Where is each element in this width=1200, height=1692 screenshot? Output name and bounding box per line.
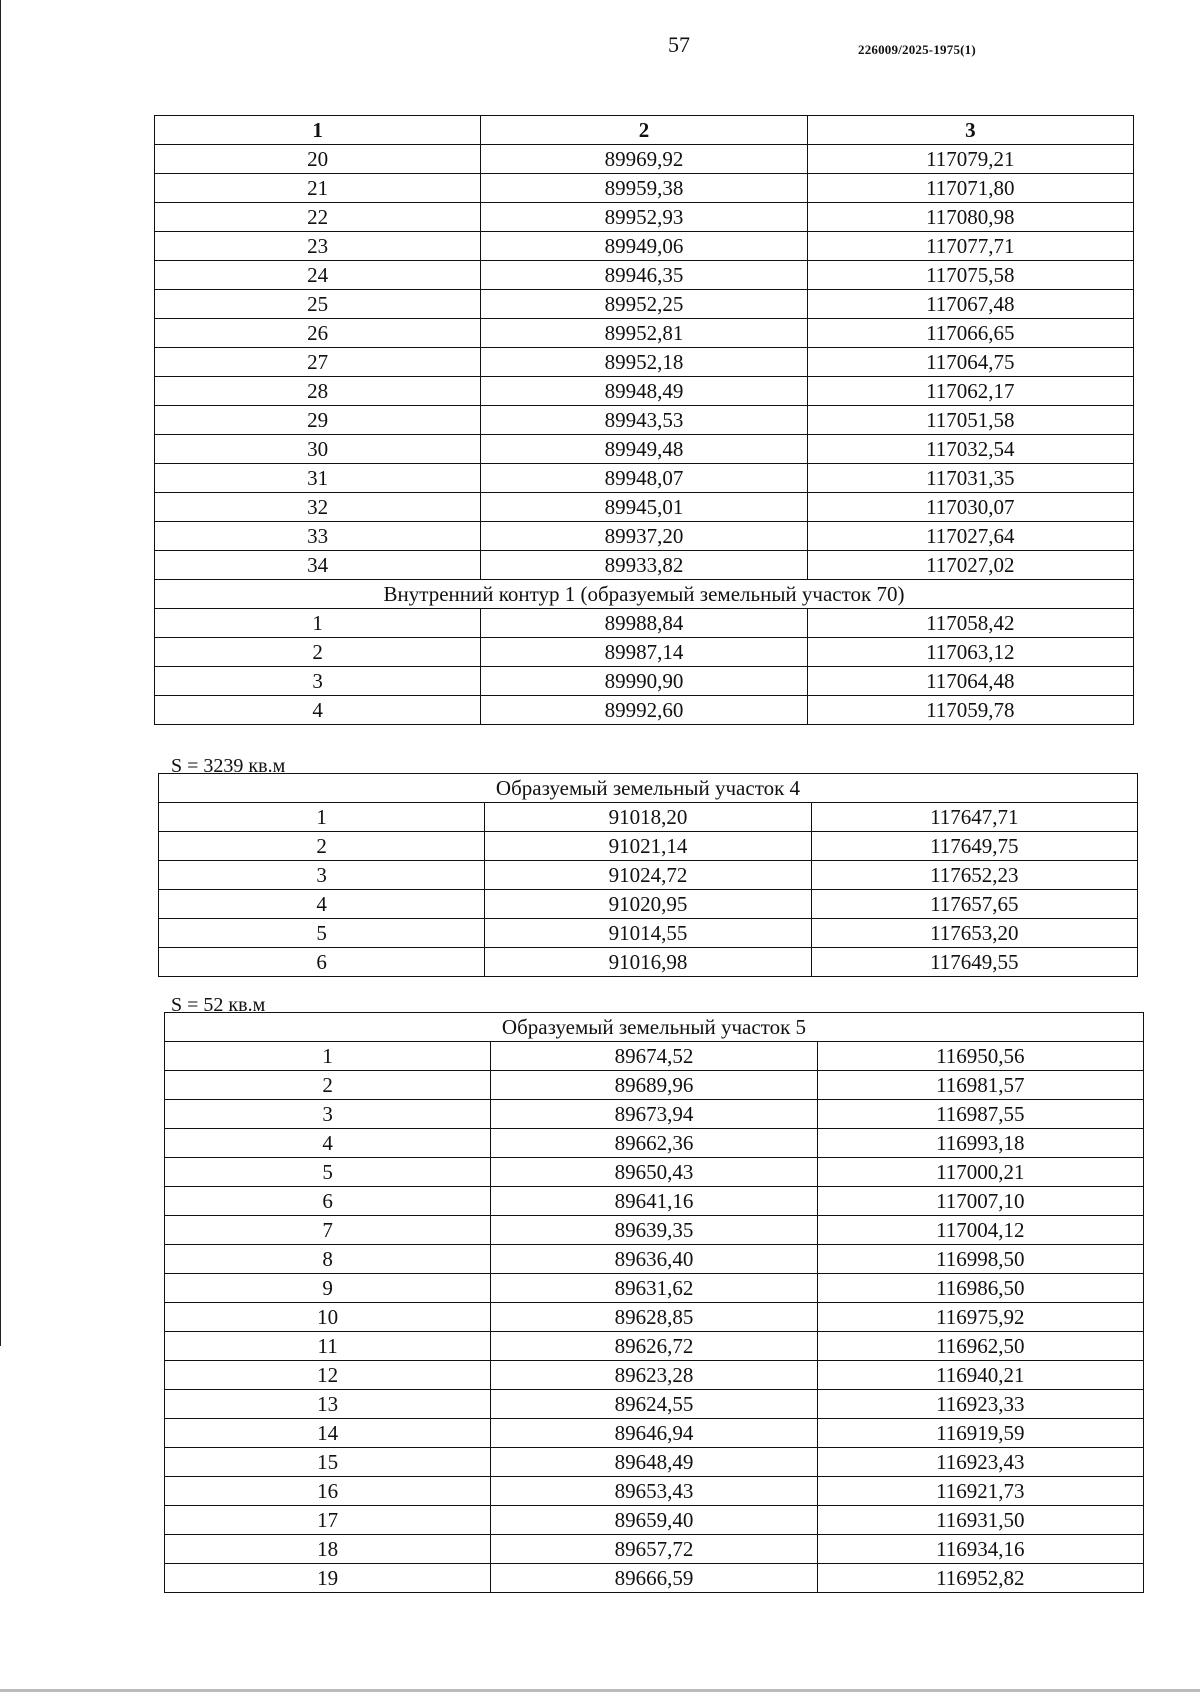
y-coordinate-cell: 116975,92: [817, 1303, 1143, 1332]
x-coordinate-cell: 89673,94: [491, 1100, 817, 1129]
table-row: [165, 1216, 1144, 1245]
y-coordinate-cell: 116923,43: [817, 1448, 1143, 1477]
table-header-row: [155, 116, 1134, 145]
table-row: [165, 1100, 1144, 1129]
point-number-cell: 3: [155, 667, 481, 696]
y-coordinate-cell: 117063,12: [807, 638, 1133, 667]
y-coordinate-cell: 116952,82: [817, 1564, 1143, 1593]
point-number-cell: 15: [165, 1448, 491, 1477]
y-coordinate-cell: 116950,56: [817, 1042, 1143, 1071]
table-row: [155, 551, 1134, 580]
y-coordinate-cell: 117071,80: [807, 174, 1133, 203]
y-coordinate-cell: 116934,16: [817, 1535, 1143, 1564]
table-row: [155, 290, 1134, 319]
table-row: [155, 493, 1134, 522]
x-coordinate-cell: 89666,59: [491, 1564, 817, 1593]
point-number-cell: 4: [159, 890, 485, 919]
table-row: [159, 890, 1138, 919]
x-coordinate-cell: 89646,94: [491, 1419, 817, 1448]
point-number-cell: 27: [155, 348, 481, 377]
point-number-cell: 7: [165, 1216, 491, 1245]
y-coordinate-cell: 116940,21: [817, 1361, 1143, 1390]
point-number-cell: 32: [155, 493, 481, 522]
table-row: [165, 1448, 1144, 1477]
point-number-cell: 6: [159, 948, 485, 977]
y-coordinate-cell: 117075,58: [807, 261, 1133, 290]
point-number-cell: 12: [165, 1361, 491, 1390]
table-row: [165, 1419, 1144, 1448]
y-coordinate-cell: 116986,50: [817, 1274, 1143, 1303]
table-row: [155, 203, 1134, 232]
table-row: [165, 1274, 1144, 1303]
document-id: 226009/2025-1975(1): [858, 42, 976, 57]
y-coordinate-cell: 117064,48: [807, 667, 1133, 696]
y-coordinate-cell: 117027,02: [807, 551, 1133, 580]
point-number-cell: 2: [159, 832, 485, 861]
point-number-cell: 10: [165, 1303, 491, 1332]
x-coordinate-cell: 89952,25: [481, 290, 807, 319]
x-coordinate-cell: 89988,84: [481, 609, 807, 638]
point-number-cell: 29: [155, 406, 481, 435]
x-coordinate-cell: 91016,98: [485, 948, 811, 977]
x-coordinate-cell: 89623,28: [491, 1361, 817, 1390]
x-coordinate-cell: 89952,93: [481, 203, 807, 232]
x-coordinate-cell: 91014,55: [485, 919, 811, 948]
table-row: [165, 1477, 1144, 1506]
point-number-cell: 2: [155, 638, 481, 667]
point-number-cell: 24: [155, 261, 481, 290]
table-row: [155, 145, 1134, 174]
table-row: [155, 232, 1134, 261]
y-coordinate-cell: 117064,75: [807, 348, 1133, 377]
point-number-cell: 17: [165, 1506, 491, 1535]
x-coordinate-cell: 89659,40: [491, 1506, 817, 1535]
x-coordinate-cell: 89945,01: [481, 493, 807, 522]
point-number-cell: 2: [165, 1071, 491, 1100]
table-row: [155, 667, 1134, 696]
y-coordinate-cell: 117062,17: [807, 377, 1133, 406]
table-row: [159, 861, 1138, 890]
y-coordinate-cell: 117647,71: [811, 803, 1137, 832]
table-row: [159, 803, 1138, 832]
point-number-cell: 34: [155, 551, 481, 580]
point-number-cell: 23: [155, 232, 481, 261]
table-row: [165, 1303, 1144, 1332]
point-number-cell: 5: [159, 919, 485, 948]
y-coordinate-cell: 116931,50: [817, 1506, 1143, 1535]
y-coordinate-cell: 117000,21: [817, 1158, 1143, 1187]
point-number-cell: 3: [159, 861, 485, 890]
point-number-cell: 3: [165, 1100, 491, 1129]
y-coordinate-cell: 117080,98: [807, 203, 1133, 232]
column-header: 3: [807, 116, 1133, 145]
y-coordinate-cell: 117032,54: [807, 435, 1133, 464]
table-row: [165, 1071, 1144, 1100]
x-coordinate-cell: 89948,07: [481, 464, 807, 493]
point-number-cell: 1: [155, 609, 481, 638]
y-coordinate-cell: 116923,33: [817, 1390, 1143, 1419]
x-coordinate-cell: 89648,49: [491, 1448, 817, 1477]
table-row: [155, 261, 1134, 290]
x-coordinate-cell: 89959,38: [481, 174, 807, 203]
y-coordinate-cell: 117079,21: [807, 145, 1133, 174]
table-row: [159, 948, 1138, 977]
x-coordinate-cell: 89674,52: [491, 1042, 817, 1071]
y-coordinate-cell: 117657,65: [811, 890, 1137, 919]
section-title: Образуемый земельный участок 4: [159, 774, 1138, 803]
y-coordinate-cell: 117004,12: [817, 1216, 1143, 1245]
y-coordinate-cell: 117007,10: [817, 1187, 1143, 1216]
area-label: S = 52 кв.м: [171, 994, 266, 1016]
y-coordinate-cell: 117077,71: [807, 232, 1133, 261]
table-row: [165, 1129, 1144, 1158]
x-coordinate-cell: 89636,40: [491, 1245, 817, 1274]
x-coordinate-cell: 91018,20: [485, 803, 811, 832]
point-number-cell: 26: [155, 319, 481, 348]
x-coordinate-cell: 91021,14: [485, 832, 811, 861]
table-row: [155, 522, 1134, 551]
y-coordinate-cell: 116921,73: [817, 1477, 1143, 1506]
table-row: [155, 435, 1134, 464]
y-coordinate-cell: 116993,18: [817, 1129, 1143, 1158]
point-number-cell: 31: [155, 464, 481, 493]
table-row: [165, 1506, 1144, 1535]
x-coordinate-cell: 89631,62: [491, 1274, 817, 1303]
y-coordinate-cell: 117030,07: [807, 493, 1133, 522]
table-row: [165, 1245, 1144, 1274]
point-number-cell: 5: [165, 1158, 491, 1187]
section-title-row: [165, 1013, 1144, 1042]
point-number-cell: 18: [165, 1535, 491, 1564]
x-coordinate-cell: 89650,43: [491, 1158, 817, 1187]
point-number-cell: 22: [155, 203, 481, 232]
y-coordinate-cell: 117653,20: [811, 919, 1137, 948]
x-coordinate-cell: 89628,85: [491, 1303, 817, 1332]
section-title: Образуемый земельный участок 5: [165, 1013, 1144, 1042]
y-coordinate-cell: 116919,59: [817, 1419, 1143, 1448]
point-number-cell: 25: [155, 290, 481, 319]
point-number-cell: 9: [165, 1274, 491, 1303]
x-coordinate-cell: 89948,49: [481, 377, 807, 406]
land-plot-5-table: [164, 1012, 1144, 1593]
x-coordinate-cell: 89937,20: [481, 522, 807, 551]
land-plot-4-table: [158, 773, 1138, 977]
table-row: [155, 696, 1134, 725]
section-title-row: [155, 580, 1134, 609]
y-coordinate-cell: 117067,48: [807, 290, 1133, 319]
coordinates-table-continued: [154, 115, 1134, 725]
x-coordinate-cell: 89657,72: [491, 1535, 817, 1564]
table-row: [155, 609, 1134, 638]
table-row: [165, 1361, 1144, 1390]
point-number-cell: 30: [155, 435, 481, 464]
x-coordinate-cell: 89992,60: [481, 696, 807, 725]
point-number-cell: 33: [155, 522, 481, 551]
x-coordinate-cell: 89990,90: [481, 667, 807, 696]
column-header: 2: [481, 116, 807, 145]
x-coordinate-cell: 89949,48: [481, 435, 807, 464]
y-coordinate-cell: 116962,50: [817, 1332, 1143, 1361]
x-coordinate-cell: 89689,96: [491, 1071, 817, 1100]
x-coordinate-cell: 91024,72: [485, 861, 811, 890]
x-coordinate-cell: 89641,16: [491, 1187, 817, 1216]
x-coordinate-cell: 89987,14: [481, 638, 807, 667]
y-coordinate-cell: 117649,75: [811, 832, 1137, 861]
x-coordinate-cell: 89933,82: [481, 551, 807, 580]
y-coordinate-cell: 116981,57: [817, 1071, 1143, 1100]
column-header: 1: [155, 116, 481, 145]
y-coordinate-cell: 117031,35: [807, 464, 1133, 493]
point-number-cell: 11: [165, 1332, 491, 1361]
table-row: [155, 464, 1134, 493]
point-number-cell: 4: [155, 696, 481, 725]
point-number-cell: 14: [165, 1419, 491, 1448]
area-label: S = 3239 кв.м: [171, 755, 286, 777]
y-coordinate-cell: 117027,64: [807, 522, 1133, 551]
table-row: [165, 1158, 1144, 1187]
x-coordinate-cell: 89946,35: [481, 261, 807, 290]
table-row: [155, 638, 1134, 667]
y-coordinate-cell: 117051,58: [807, 406, 1133, 435]
y-coordinate-cell: 117066,65: [807, 319, 1133, 348]
x-coordinate-cell: 89639,35: [491, 1216, 817, 1245]
point-number-cell: 28: [155, 377, 481, 406]
x-coordinate-cell: 91020,95: [485, 890, 811, 919]
point-number-cell: 1: [159, 803, 485, 832]
y-coordinate-cell: 117059,78: [807, 696, 1133, 725]
table-row: [165, 1332, 1144, 1361]
x-coordinate-cell: 89949,06: [481, 232, 807, 261]
x-coordinate-cell: 89653,43: [491, 1477, 817, 1506]
table-row: [155, 174, 1134, 203]
x-coordinate-cell: 89626,72: [491, 1332, 817, 1361]
table-row: [159, 919, 1138, 948]
table-row: [155, 348, 1134, 377]
table-row: [159, 832, 1138, 861]
y-coordinate-cell: 116987,55: [817, 1100, 1143, 1129]
x-coordinate-cell: 89969,92: [481, 145, 807, 174]
table-row: [155, 319, 1134, 348]
scan-border: [0, 0, 1, 1346]
x-coordinate-cell: 89624,55: [491, 1390, 817, 1419]
y-coordinate-cell: 117652,23: [811, 861, 1137, 890]
table-row: [165, 1535, 1144, 1564]
table-row: [155, 406, 1134, 435]
section-title: Внутренний контур 1 (образуемый земельный участок 70): [155, 580, 1134, 609]
y-coordinate-cell: 117058,42: [807, 609, 1133, 638]
x-coordinate-cell: 89943,53: [481, 406, 807, 435]
x-coordinate-cell: 89662,36: [491, 1129, 817, 1158]
x-coordinate-cell: 89952,81: [481, 319, 807, 348]
table-row: [165, 1187, 1144, 1216]
table-row: [165, 1042, 1144, 1071]
point-number-cell: 6: [165, 1187, 491, 1216]
table-row: [155, 377, 1134, 406]
section-title-row: [159, 774, 1138, 803]
x-coordinate-cell: 89952,18: [481, 348, 807, 377]
table-row: [165, 1390, 1144, 1419]
point-number-cell: 19: [165, 1564, 491, 1593]
point-number-cell: 1: [165, 1042, 491, 1071]
table-row: [165, 1564, 1144, 1593]
point-number-cell: 20: [155, 145, 481, 174]
point-number-cell: 21: [155, 174, 481, 203]
y-coordinate-cell: 116998,50: [817, 1245, 1143, 1274]
point-number-cell: 8: [165, 1245, 491, 1274]
point-number-cell: 13: [165, 1390, 491, 1419]
page-number: 57: [668, 32, 690, 57]
point-number-cell: 16: [165, 1477, 491, 1506]
point-number-cell: 4: [165, 1129, 491, 1158]
y-coordinate-cell: 117649,55: [811, 948, 1137, 977]
